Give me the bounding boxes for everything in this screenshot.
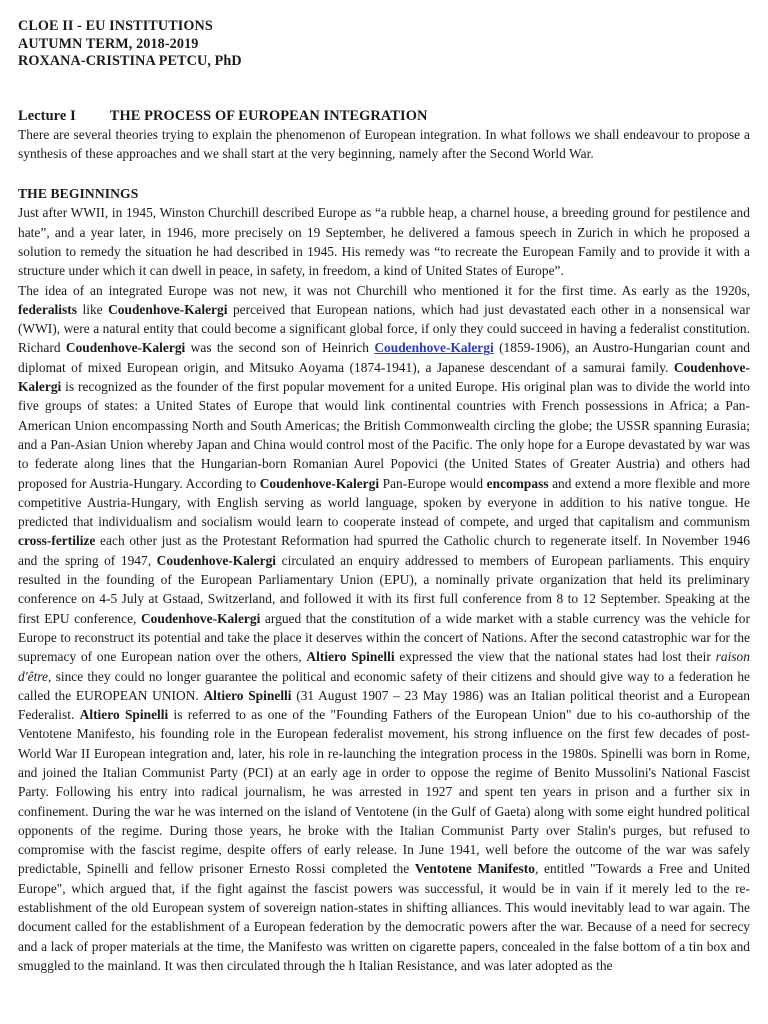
main-text-7: Pan-Europe would xyxy=(379,475,487,491)
main-text-6: is recognized as the founder of the first popular movement for a united Europe. His original plan was to divide the world into five groups of states: a United States of Europe that would link continental countries with French possessions in Africa; a Pan-American Union encompassing North and South Americas; the British Commonwealth circling the globe; the USSR spanning Eurasia; and a Pan-Asian Union whereby Japan and China would control most of the Pacific. The only hope for a Europe devastated by war was to federate along lines that the Hungarian-born Romanian Aurel Popovici (the United States of Greater Austria) and others had proposed for Austria-Hungary. According to xyxy=(18,379,750,491)
main-paragraph xyxy=(18,281,750,976)
section-heading-the-beginnings: THE BEGINNINGS xyxy=(18,186,139,202)
emphasis-coudenhove-kalergi-4: Coudenhove-Kalergi xyxy=(259,475,380,491)
main-text-3: perceived that European nations, which had just devastated each other in a nonsensical war (WWI), were a natural entity that could become a significant global force, if only they could succeed in having a federalist constitution. Richard xyxy=(18,301,750,356)
main-text-8: and extend a more flexible and more competitive Austria-Hungary, with English serving as world language, spoken by everyone in addition to his native tongue. He predicted that individualism and socialism would learn to cooperate instead of compete, and urged that capitalism and communism xyxy=(18,475,750,530)
main-text-5: (1859-1906), an Austro-Hungarian count and diplomat of mixed European origin, and Mitsuko Aoyama (1874-1941), a Japanese descendant of a samurai family. xyxy=(18,340,750,375)
main-text-9: each other just as the Protestant Reformation had spurred the Catholic church to regenerate itself. In November 1946 and the spring of 1947, xyxy=(18,533,750,568)
emphasis-encompass: encompass xyxy=(486,475,549,491)
main-text-15: is referred to as one of the "Founding Fathers of the European Union" due to his co-authorship of the Ventotene Manifesto, his founding role in the European federalist movement, his strong influence on the first few decades of post-World War II European integration and, later, his role in re-launching the integration process in the 1980s. Spinelli was born in Rome, and joined the Italian Communist Party (PCI) at an early age in order to oppose the regime of Benito Mussolini's National Fascist Party. Following his entry into radical journalism, he was arrested in 1927 and spent ten years in prison and a further six in confinement. During the war he was interned on the island of Ventotene (in the Gulf of Gaeta) along with some eight hundred political opponents of the regime. During those years, he broke with the Italian Communist Party over Stalin's purges, but refused to compromise with the fascist regime, despite offers of early release. In June 1941, well before the outcome of the war was safely predictable, Spinelli and fellow prisoner Ernesto Rossi completed the xyxy=(18,707,751,877)
emphasis-federalists: federalists xyxy=(18,301,77,317)
main-text-11: argued that the constitution of a wide market with a stable currency was the vehicle for Europe to reconstruct its potential and take the place it deserves within the concert of Nations. After the second catastrophic war for the supremacy of one European nation over the others, xyxy=(18,610,750,665)
document-header xyxy=(18,18,750,71)
emphasis-ventotene-manifesto: Ventotene Manifesto xyxy=(414,861,535,877)
emphasis-coudenhove-kalergi-3: Coudenhove-Kalergi xyxy=(18,359,750,395)
hyperlink-coudenhove-kalergi[interactable]: Coudenhove-Kalergi xyxy=(374,340,494,356)
lecture-heading xyxy=(18,107,750,125)
header-line-course: CLOE II - EU INSTITUTIONS xyxy=(18,18,213,34)
main-text-10: circulated an enquiry addressed to members of European parliaments. This enquiry resulted in the founding of the European Parliamentary Union (EPU), a nominally private organization that held its preliminary conference on 4-5 July at Gstaad, Switzerland, and followed it with its first full conference from 8 to 12 September. Speaking at the first EPU conference, xyxy=(18,552,751,626)
emphasis-altiero-spinelli-2: Altiero Spinelli xyxy=(203,687,292,703)
emphasis-coudenhove-kalergi-6: Coudenhove-Kalergi xyxy=(140,610,261,626)
main-text-2: like xyxy=(76,301,109,317)
main-text-4: was the second son of Heinrich xyxy=(185,340,375,356)
main-text-16: , entitled "Towards a Free and United Europe", which argued that, if the fight against the fascist powers was successful, it would be in vain if it merely led to the re-establishment of the old European system of sovereign nation-states in shifting alliances. This would inevitably lead to war again. The document called for the establishment of a European federation by the democratic powers after the war. Because of a need for secrecy and a lack of proper materials at the time, the Manifesto was written on cigarette papers, concealed in the false bottom of a tin box and smuggled to the mainland. It was then circulated through the h Italian Resistance, and was later adopted as the xyxy=(18,861,750,973)
header-line-author: ROXANA-CRISTINA PETCU, PhD xyxy=(18,53,242,70)
main-text-12: expressed the view that the national states had lost their xyxy=(394,649,716,665)
lecture-label: Lecture I xyxy=(18,107,76,124)
page-title: THE PROCESS OF EUROPEAN INTEGRATION xyxy=(109,107,428,124)
intro-paragraph: There are several theories trying to explain the phenomenon of European integration. In what follows we shall endeavour to propose a synthesis of these approaches and we shall start at the very beginning, namely after the Second World War. xyxy=(18,126,750,162)
churchill-paragraph: Just after WWII, in 1945, Winston Churchill described Europe as “a rubble heap, a charnel house, a breeding ground for pestilence and hate”, and a year later, in 1946, more precisely on 19 September, he delivered a famous speech in Zurich in which he proposed a solution to remedy the situation he had described in 1945. His remedy was “to recreate the European Family and to provide it with a structure under which it can dwell in peace, in safety, in freedom, a kind of United States of Europe”. xyxy=(18,205,750,279)
main-text-14: (31 August 1907 – 23 May 1986) was an Italian political theorist and a European Federalist. xyxy=(18,687,750,723)
emphasis-coudenhove-kalergi-2: Coudenhove-Kalergi xyxy=(65,340,186,356)
main-text-13: , since they could no longer guarantee the political and economic safety of their citizens and should give way to a federation he called the EUROPEAN UNION. xyxy=(18,668,750,703)
emphasis-cross-fertilize: cross-fertilize xyxy=(18,533,96,549)
emphasis-coudenhove-kalergi-1: Coudenhove-Kalergi xyxy=(108,301,228,317)
emphasis-altiero-spinelli-1: Altiero Spinelli xyxy=(306,649,395,665)
emphasis-coudenhove-kalergi-5: Coudenhove-Kalergi xyxy=(156,552,277,568)
main-text-1: The idea of an integrated Europe was not new, it was not Churchill who mentioned it for the first time. As early as the 1920s, xyxy=(18,282,750,298)
header-line-term: AUTUMN TERM, 2018-2019 xyxy=(18,35,199,52)
emphasis-altiero-spinelli-3: Altiero Spinelli xyxy=(79,707,169,723)
italic-raison-detre: raison d'être xyxy=(18,649,750,684)
